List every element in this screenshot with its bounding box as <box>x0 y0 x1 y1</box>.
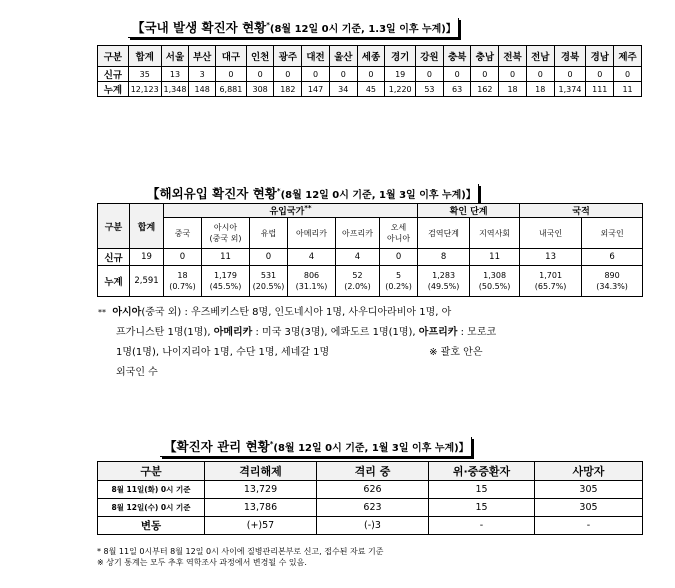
table-subheader-row: 중국 아시아 (중국 외) 유럽 아메리카 아프리카 오세 아니아 검역단계 지역사회 내국인 외국인 <box>98 218 643 249</box>
footnote-line: * 8월 11일 0시부터 8월 12일 0시 사이에 질병관리본부로 신고, 접수된 자료 기준 <box>97 547 384 556</box>
table-header-row: 구분 격리해제 격리 중 위·중증환자 사망자 <box>98 462 643 481</box>
footnotes <box>97 546 383 568</box>
table-header-row: 구분 합계 서울 부산 대구 인천 광주 대전 울산 세종 경기 강원 충북 충남 전북 전남 경북 경남 제주 <box>98 46 642 67</box>
note-line: 외국인 수 <box>116 367 158 378</box>
imported-cases-title: 【해외유입 확진자 현황*(8월 12일 0시 기준, 1월 3일 이후 누계)】 <box>143 184 479 204</box>
table-row: 누계 12,123 1,348 148 6,881 308 182 147 34 45 1,220 53 63 162 18 18 1,374 111 11 <box>98 82 642 97</box>
footnote-line: ※ 상기 통계는 모두 추후 역학조사 과정에서 변경될 수 있음. <box>97 558 307 567</box>
note-line: 1명(1명), 나이지리아 1명, 수단 1명, 세네갈 1명 ※ 괄호 안은 <box>116 347 483 358</box>
table-row: 8월 11일(화) 0시 기준 13,729 626 15 305 <box>98 481 643 499</box>
case-management-title: 【확진자 관리 현황*(8월 12일 0시 기준, 1월 3일 이후 누계)】 <box>160 437 472 457</box>
note-line: ** 아시아(중국 외) : 우즈베키스탄 8명, 인도네시아 1명, 사우디아라비아 1명, 아 <box>98 307 452 318</box>
imported-cases-note <box>98 303 496 383</box>
table-row: 8월 12일(수) 0시 기준 13,786 623 15 305 <box>98 499 643 517</box>
domestic-cases-title: 【국내 발생 확진자 현황*(8월 12일 0시 기준, 1.3일 이후 누계)】 <box>128 18 459 38</box>
domestic-cases-table <box>97 45 642 97</box>
table-row: 누계 2,591 18 (0.7%) 1,179 (45.5%) 531 (20.5%) 806 (31.1%) 52 (2.0%) 5 (0.2%) 1,283 (49.5%) 1,308 (50.5%) 1,701 (65.7%) 890 (34.3%) <box>98 266 643 297</box>
table-header-row: 구분 합계 유입국가** 확인 단계 국적 <box>98 204 643 218</box>
table-row: 변동 (+)57 (-)3 - - <box>98 517 643 535</box>
table-row: 신규 35 13 3 0 0 0 0 0 0 19 0 0 0 0 0 0 0 0 <box>98 67 642 82</box>
imported-cases-table <box>97 203 643 297</box>
table-row: 신규 19 0 11 0 4 4 0 8 11 13 6 <box>98 249 643 266</box>
case-management-table <box>97 461 643 535</box>
note-line: 프가니스탄 1명(1명), 아메리카 : 미국 3명(3명), 에콰도르 1명(1명), 아프리카 : 모로코 <box>116 327 497 338</box>
